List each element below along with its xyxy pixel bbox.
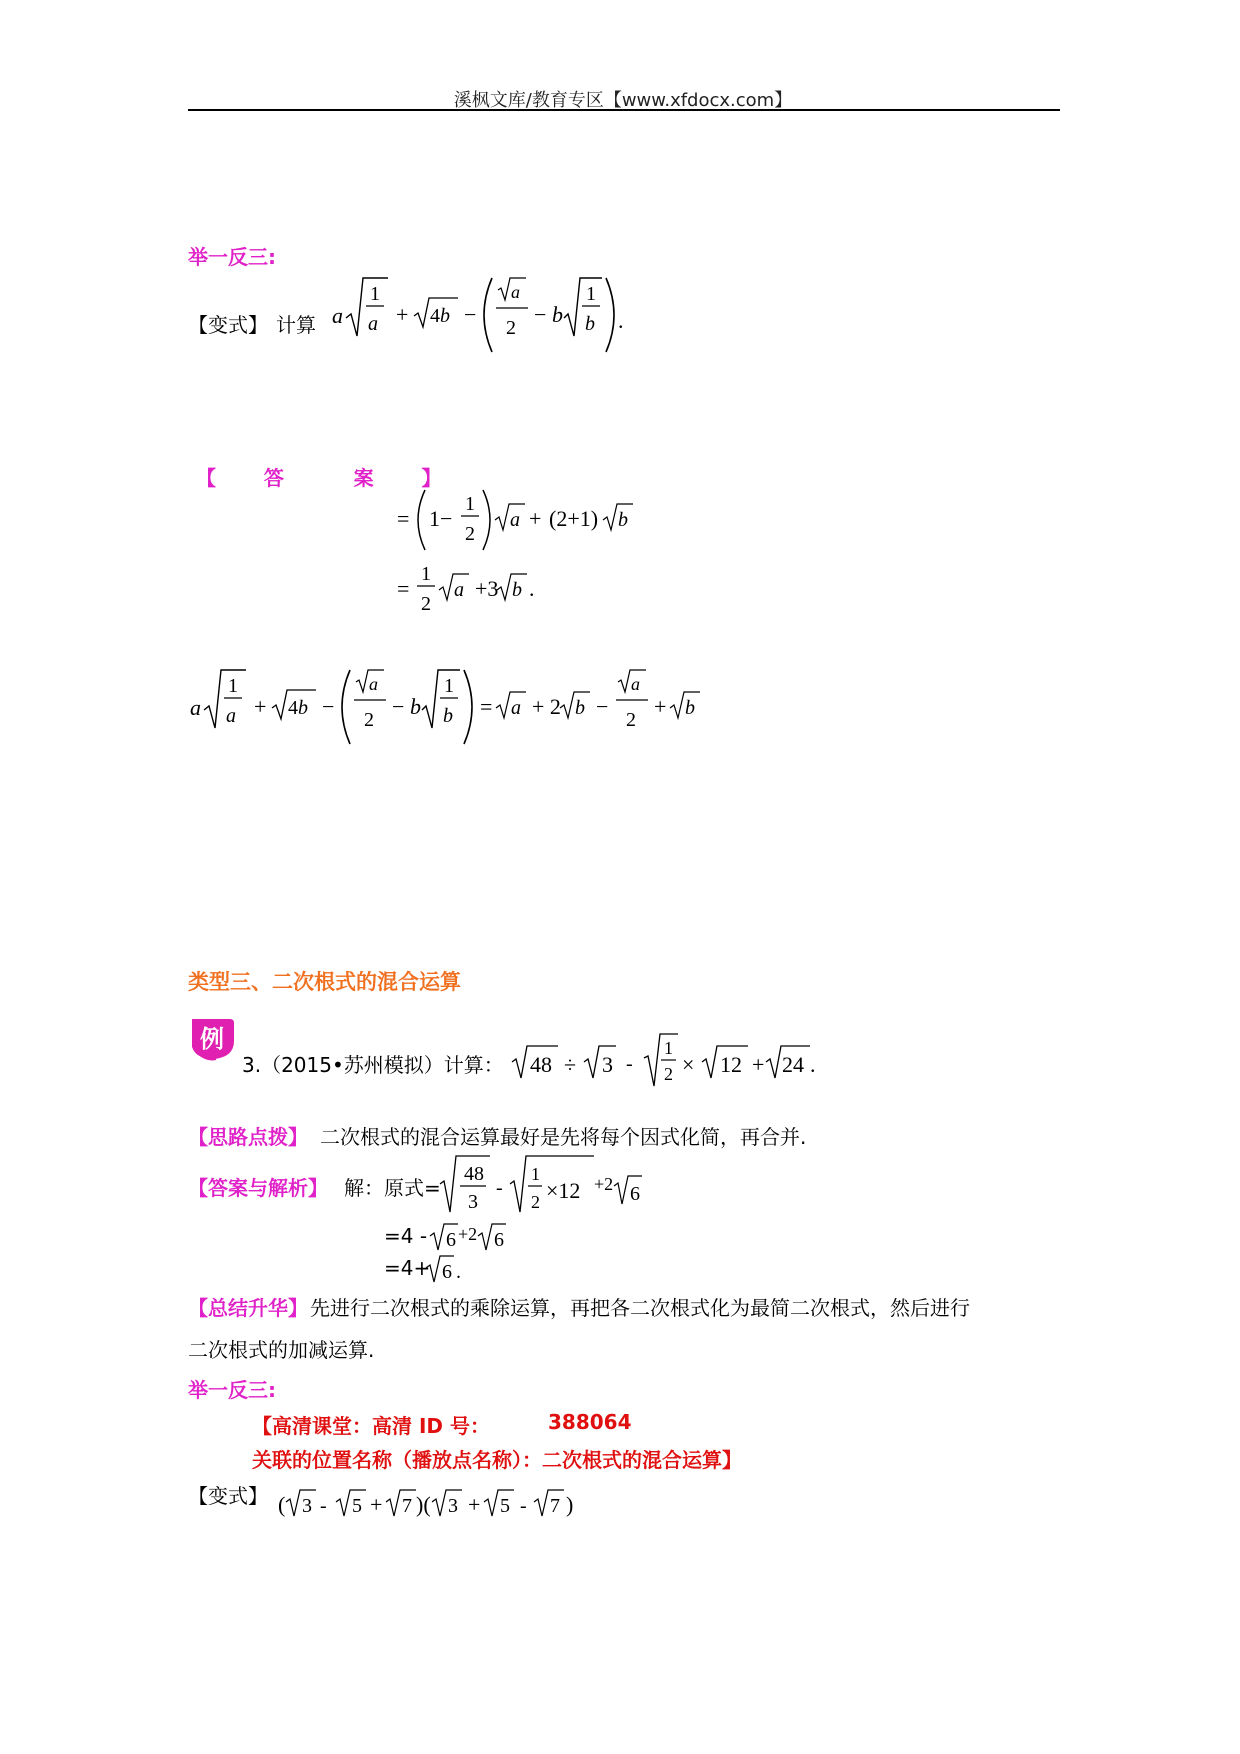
svg-text:2: 2 [465, 523, 475, 545]
svg-text:−: − [322, 694, 335, 719]
variant-expression [330, 270, 630, 360]
svg-text:+: + [468, 1492, 481, 1517]
svg-text:1: 1 [370, 283, 380, 305]
svg-text:+: + [752, 1052, 765, 1077]
svg-text:1−: 1− [429, 506, 453, 531]
svg-text:1: 1 [586, 283, 596, 305]
svg-text:24: 24 [782, 1052, 804, 1077]
svg-text:6: 6 [442, 1261, 452, 1283]
svg-text:3: 3 [468, 1191, 478, 1213]
example-badge-icon [186, 1015, 236, 1061]
svg-text:b: b [585, 313, 595, 335]
svg-text:+: + [396, 302, 409, 327]
svg-text:a: a [511, 282, 520, 302]
svg-text:48: 48 [530, 1052, 552, 1077]
svg-text:a: a [511, 697, 521, 719]
hd-line-2: 关联的位置名称（播放点名称）：二次根式的混合运算】 [252, 1448, 742, 1472]
svg-text:1: 1 [228, 675, 238, 697]
svg-text:a: a [332, 303, 343, 328]
type-heading: 类型三、二次根式的混合运算 [188, 970, 461, 994]
answer-label: 【 答 案 】 [196, 466, 446, 490]
svg-text:2: 2 [531, 1192, 540, 1212]
svg-text:+2: +2 [594, 1174, 614, 1194]
svg-text:b: b [575, 697, 585, 719]
svg-text:6: 6 [494, 1229, 504, 1251]
svg-text:6: 6 [630, 1183, 640, 1205]
svg-text:+2: +2 [458, 1224, 478, 1244]
page-header: 溪枫文库/教育专区【www.xfdocx.com】 [453, 90, 793, 111]
variant-label: 【变式】 [188, 313, 268, 337]
hd-id: 388064 [548, 1410, 632, 1434]
svg-text:(: ( [278, 1492, 286, 1517]
svg-text:=: = [397, 506, 410, 531]
svg-text:−: − [534, 302, 547, 327]
summary-line-2: 二次根式的加减运算. [188, 1338, 375, 1362]
svg-text:.: . [529, 576, 535, 601]
svg-text:=: = [397, 576, 410, 601]
solution-intro: 解：原式= [344, 1176, 441, 1200]
svg-text:.: . [456, 1261, 461, 1283]
svg-text:b: b [552, 302, 563, 327]
svg-text:3: 3 [602, 1052, 613, 1077]
solution-expression [438, 1152, 658, 1216]
summary-label: 【总结升华】 [188, 1296, 308, 1320]
svg-text:a: a [368, 313, 378, 335]
hint-text: 二次根式的混合运算最好是先将每个因式化简，再合并. [320, 1125, 807, 1149]
svg-text:+: + [529, 506, 542, 531]
svg-text:1: 1 [531, 1164, 540, 1184]
svg-text:): ) [566, 1492, 574, 1517]
compute-label: 计算 [276, 313, 316, 337]
svg-text:b: b [410, 694, 421, 719]
svg-text:−: − [464, 302, 477, 327]
svg-text:5: 5 [352, 1495, 362, 1517]
svg-text:-: - [320, 1495, 327, 1517]
svg-text:(2+1): (2+1) [549, 506, 599, 531]
solution-step-2-prefix: =4 - [384, 1224, 428, 1248]
answer-step-2 [395, 556, 595, 626]
svg-text:×: × [682, 1052, 695, 1077]
svg-text:+: + [370, 1492, 383, 1517]
svg-text:2: 2 [506, 317, 516, 339]
solution-step-3-expression [424, 1246, 484, 1286]
svg-text:a: a [631, 674, 640, 694]
svg-text:3: 3 [302, 1495, 312, 1517]
header-rule [188, 109, 1060, 111]
hint-label: 【思路点拨】 [188, 1125, 308, 1149]
svg-text:7: 7 [550, 1495, 560, 1517]
svg-text:−: − [392, 694, 405, 719]
practice-label-2: 举一反三: [188, 1378, 276, 1402]
expanded-expression [188, 662, 708, 752]
svg-text:7: 7 [402, 1495, 412, 1517]
example-prefix: 3.（2015•苏州模拟）计算： [242, 1053, 504, 1077]
svg-text:4b: 4b [430, 305, 450, 327]
svg-text:-: - [626, 1053, 633, 1075]
example-badge-text: 例 [200, 1025, 224, 1053]
svg-text:b: b [512, 579, 522, 601]
svg-text:−: − [596, 694, 609, 719]
variant-expression-2 [276, 1482, 606, 1526]
hd-line-1-label: 【高清课堂：高清 ID 号： [252, 1414, 490, 1438]
svg-text:2: 2 [421, 593, 431, 615]
svg-text:-: - [520, 1495, 527, 1517]
svg-text:b: b [618, 509, 628, 531]
svg-text:1: 1 [465, 493, 475, 515]
solution-label: 【答案与解析】 [188, 1176, 328, 1200]
svg-text:a: a [454, 579, 464, 601]
svg-text:+: + [254, 694, 267, 719]
svg-text:1: 1 [664, 1038, 673, 1058]
solution-step-3-prefix: =4+ [384, 1256, 431, 1280]
svg-text:.: . [810, 1052, 816, 1077]
svg-text:12: 12 [720, 1052, 742, 1077]
svg-text:a: a [369, 674, 378, 694]
svg-text:4b: 4b [288, 697, 308, 719]
svg-text:.: . [618, 308, 624, 333]
svg-text:b: b [443, 705, 453, 727]
example-expression [508, 1030, 818, 1090]
summary-line-1: 先进行二次根式的乘除运算，再把各二次根式化为最简二次根式，然后进行 [310, 1296, 970, 1320]
svg-text:1: 1 [421, 563, 431, 585]
svg-text:=: = [480, 694, 493, 719]
svg-text:2: 2 [626, 709, 636, 731]
svg-text:+: + [654, 694, 667, 719]
svg-text:2: 2 [664, 1064, 673, 1084]
svg-text:÷: ÷ [564, 1052, 577, 1077]
svg-text:×12: ×12 [546, 1178, 581, 1203]
svg-text:+3: +3 [475, 576, 499, 601]
variant-label-2: 【变式】 [188, 1484, 268, 1508]
svg-text:48: 48 [464, 1163, 484, 1185]
svg-text:5: 5 [500, 1495, 510, 1517]
svg-text:1: 1 [444, 675, 454, 697]
svg-text:b: b [685, 697, 695, 719]
svg-text:)(: )( [416, 1492, 431, 1517]
svg-text:2: 2 [364, 709, 374, 731]
svg-text:a: a [190, 695, 201, 720]
svg-text:+ 2: + 2 [532, 694, 561, 719]
svg-text:-: - [496, 1177, 503, 1199]
svg-text:a: a [510, 509, 520, 531]
svg-text:6: 6 [446, 1229, 456, 1251]
svg-text:3: 3 [448, 1495, 458, 1517]
svg-text:a: a [226, 705, 236, 727]
answer-step-1 [395, 486, 655, 556]
practice-label: 举一反三: [188, 245, 276, 269]
